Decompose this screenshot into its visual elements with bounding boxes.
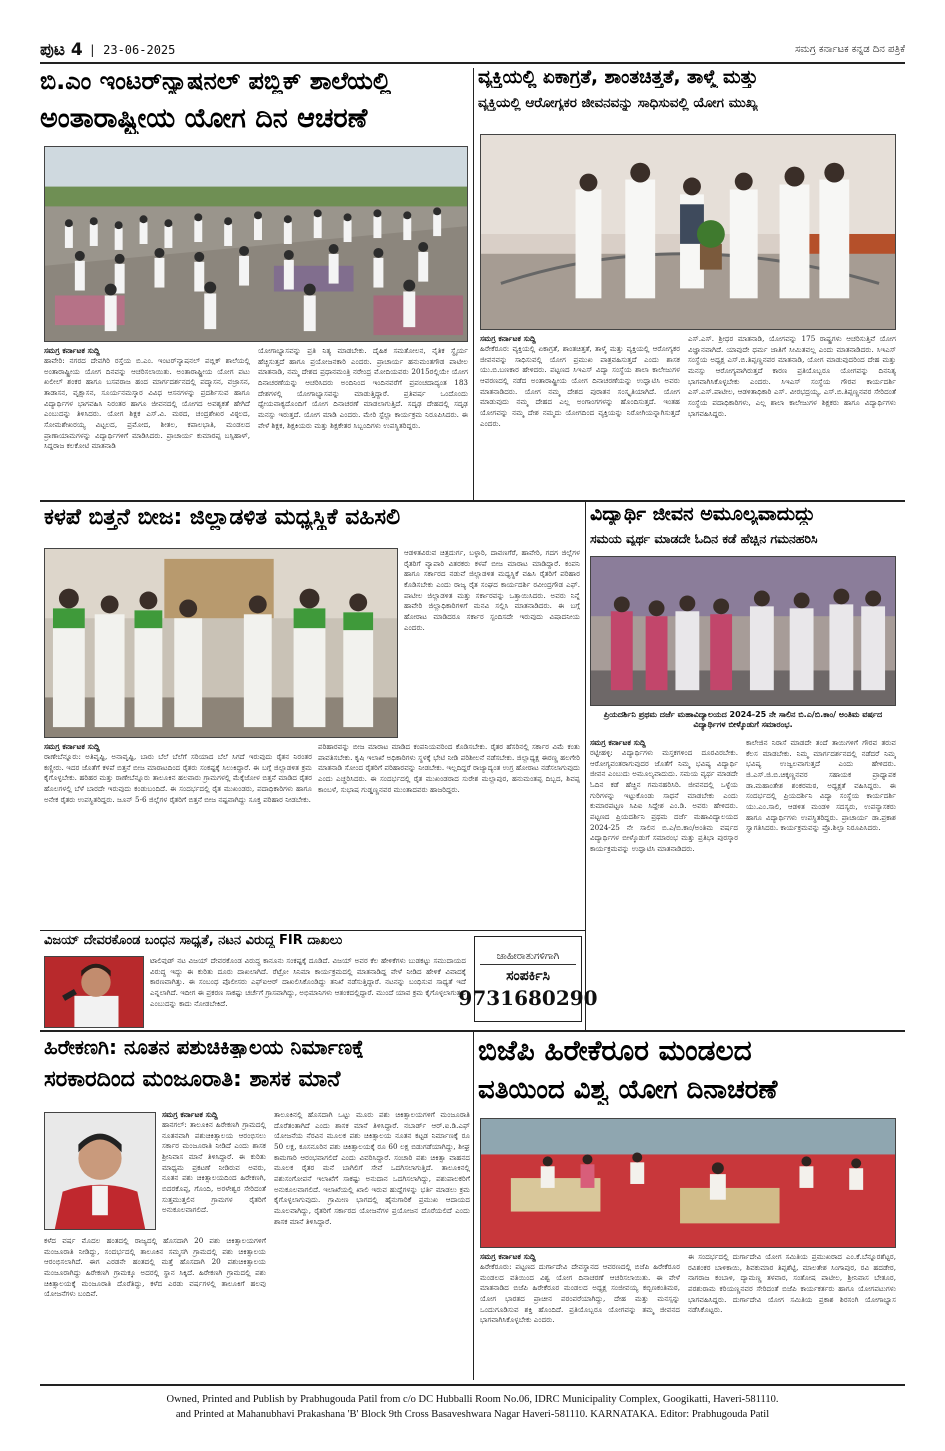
story1-column-1: ಹಾವೇರಿ: ನಗರದ ದೇವಗಿರಿ ರಸ್ತೆಯ ಬಿ.ಎಂ. ಇಂಟರ್‌ನ್ಯಾಷನಲ್ ಪಬ್ಲಿಕ್ ಶಾಲೆಯಲ್ಲಿ ಅಂತಾರಾಷ್ಟ್ರೀಯ ಯೋಗ ದಿನವನ್ನು ಆಚರಿಸಲಾಯಿತು. ಅಂತಾರಾಷ್ಟ್ರೀಯ ಯೋಗ ಪಟು ಖಲೀಲ್ ಶಂಕರ ಹಾಗೂ ಬಸವರಾಜ ಹಂದ ಮಾರ್ಗದರ್ಶನದಲ್ಲಿ ಪದ್ಮಾಸನ, ವಜ್ರಾಸನ, ತಾಡಾಸನ, ವೃಕ್ಷಾಸನ, ಸೂರ್ಯನಮಸ್ಕಾರ ವಿವಿಧ ಆಸನಗಳನ್ನು ಪ್ರದರ್ಶಿಸುವ ಹಾಗೂ ವಿದ್ಯಾರ್ಥಿಗಳ ಭಾಗವಹಿಸಿ ನಿರಂತರ ಹಾಗೂ ಜೀವನದಲ್ಲಿ ಯೋಗದ ಅವಶ್ಯಕತೆ ಹೇಗಿದೆ ಎಂಬುದನ್ನು ತಿಳಿಸಿದರು. ಯೋಗ ಶಿಕ್ಷಕ ಎಸ್.ವಿ. ಮಠದ, ಚಂದ್ರಶೇಖರ ವಿಠ್ಠಲದ, ಸೋಮಶೇಖರಯ್ಯ ವಿಟ್ಟಲದ, ಪ್ರಮೋದ, ಶೀತಲ, ಕಪಾಲಭಾತಿ, ಮಂಡಲದ ಪ್ರಾಣಾಯಾಮಗಳನ್ನು ವಿದ್ಯಾರ್ಥಿಗಳಿಗೆ ಮಾಡಿಸಿದರು. ಪ್ರಾಚಾರ್ಯ ಕುಮಾರಪ್ಪ ಬಸ್ಸಿಹಾಳ್, ಸಿದ್ದರಾಜ ಕಲಕೋಟಿ ಮಾತನಾಡಿ (44, 356, 250, 451)
story6-side-column: ಹಾನಗಲ್: ತಾಲೂಕಿನ ಹಿರೇಕಣಗಿ ಗ್ರಾಮದಲ್ಲಿ ನೂತನವಾಗಿ ಪಶುಚಿಕಿತ್ಸಾಲಯ ಆರಂಭಿಸಲು ಸರ್ಕಾರ ಮಂಜೂರಾತಿ ನೀಡಿದೆ ಎಂದು ಶಾಸಕ ಶ್ರೀನಿವಾಸ ಮಾನೆ ತಿಳಿಸಿದ್ದಾರೆ. ಈ ಕುರಿತು ಮಾಧ್ಯಮ ಪ್ರಕಟಣೆ ನೀಡಿರುವ ಅವರು, ನೂತನ ಪಶು ಚಿಕಿತ್ಸಾಲಯದಿಂದ ಹಿರೇಕಣಗಿ, ಬಿದರಕೊಪ್ಪ, ಗೊಂದಿ, ಅರಳೇಶ್ವರ ಸೇರಿದಂತೆ ಸುತ್ತಮುತ್ತಲಿನ ಗ್ರಾಮಗಳ ರೈತರಿಗೆ ಅನುಕೂಲವಾಗಲಿದೆ. (162, 1120, 266, 1215)
story2-column-2: ಎಸ್.ಎಸ್. ಶ್ರೀಧರ ಮಾತನಾಡಿ, ಯೋಗವನ್ನು 175 ರಾಷ್ಟ್ರಗಳು ಆಚರಿಸುತ್ತಿವೆ ಯೋಗ ವಿಜ್ಞಾನವಾಗಿದೆ. ಯಾವುದೇ ಧರ್ಮ ಜಾತಿಗೆ ಸೀಮಿತವಲ್ಲ ಎಂದು ಮಾತನಾಡಿದರು. ಸಿಇಎಸ್ ಸಂಸ್ಥೆಯ ಅಧ್ಯಕ್ಷ ಎಸ್.ಬಿ.ತಿಪ್ಪಣ್ಣನವರ ಮಾತನಾಡಿ, ಯೋಗ ಮಾಡುವುದರಿಂದ ದೇಹ ಮತ್ತು ಮನಸ್ಸು ಆರೋಗ್ಯವಾಗಿರುತ್ತದೆ ಕಾರಣ ಪ್ರತಿಯೊಬ್ಬರೂ ಯೋಗವನ್ನು ದಿನನಿತ್ಯ ಭಾಗವಾಗಿಸಿಕೊಳ್ಳಬೇಕು ಎಂದರು. ಸಿಇಎಸ್ ಸಂಸ್ಥೆಯ ಗೌರವ ಕಾರ್ಯದರ್ಶಿ ಎಸ್.ಎಸ್.ಪಾಟೀಲ, ಆಡಳಿತಾಧಿಕಾರಿ ಎಸ್. ವೀರಭದ್ರಯ್ಯ, ಎಸ್.ಬಿ.ತಿಪ್ಪಣ್ಣನವರ ಸೇರಿದಂತೆ ಸಂಸ್ಥೆಯ ಪದಾಧಿಕಾರಿಗಳು, ಎಲ್ಲ ಶಾಲಾ ಕಾಲೇಜುಗಳ ಶಿಕ್ಷಕರು ಹಾಗೂ ವಿದ್ಯಾರ್ಥಿಗಳು ಭಾಗವಹಿಸಿದ್ದರು. (688, 334, 896, 418)
imprint-line-2: and Printed at Mahanubhavi Prakashana 'B' Block 9th Cross Basaveshwara Nagar Haveri-581110. KARNATAKA. Editor: Prabhugouda Patil (175, 1409, 770, 1421)
story6-right-column: ತಾಲೂಕಿನಲ್ಲಿ ಹೊಸದಾಗಿ ಒಟ್ಟು ಮೂರು ಪಶು ಚಿಕಿತ್ಸಾಲಯಗಳಿಗೆ ಮಂಜೂರಾತಿ ದೊರೆತಂತಾಗಿದೆ ಎಂದು ಶಾಸಕ ಮಾನೆ ತಿಳಿಸಿದ್ದಾರೆ. ನಬಾರ್ಡ್ ಆರ್.ಐ.ಡಿ.ಎಫ್ ಯೋಜನೆಯ ನೆರವಿನ ಮೂಲಕ ಪಶು ಚಿಕಿತ್ಸಾಲಯ ನೂತನ ಕಟ್ಟಡ ನಿರ್ಮಾಣಕ್ಕೆ ರೂ 50 ಲಕ್ಷ, ಕೂಸನೂರಿನ ಪಶು ಚಿಕಿತ್ಸಾಲಯಕ್ಕೆ ರೂ 60 ಲಕ್ಷ ಬಿಡುಗಡೆಯಾಗಿದ್ದು, ಶೀಘ್ರ ಕಾಮಗಾರಿ ಆರಂಭವಾಗಲಿದೆ ಎಂದು ವಿವರಿಸಿದ್ದಾರೆ. ಸಂಚಾರಿ ಪಶು ಚಿಕಿತ್ಸಾ ವಾಹನದ ಮೂಲಕ ರೈತರ ಮನೆ ಬಾಗಿಲಿಗೆ ಸೇವೆ ಒದಗಿಸಲಾಗುತ್ತಿದೆ. ತಾಲೂಕಿನಲ್ಲಿ ಪಶುಸಂಗೋಪನೆ ಇಲಾಖೆಗೆ ಸಾಕಷ್ಟು ಅನುದಾನ ಒದಗಿಸಲಾಗಿದ್ದು, ಪಶುಪಾಲಕರಿಗೆ ಅನುಕೂಲವಾಗಲಿದೆ. ಇಲಾಖೆಯಲ್ಲಿ ಖಾಲಿ ಇರುವ ಹುದ್ದೆಗಳನ್ನು ಭರ್ತಿ ಮಾಡಲು ಕ್ರಮ ಕೈಗೊಳ್ಳಲಾಗುವುದು. ಗ್ರಾಮೀಣ ಭಾಗದಲ್ಲಿ ಹೈನುಗಾರಿಕೆ ಪ್ರಮುಖ ಆದಾಯದ ಮೂಲವಾಗಿದ್ದು, ರೈತರಿಗೆ ಸರ್ಕಾರದ ಯೋಜನೆಗಳ ಪ್ರಯೋಜನ ದೊರೆಯಲಿದೆ ಎಂದು ಶಾಸಕ ಮಾನೆ ತಿಳಿಸಿದ್ದಾರೆ. (274, 1110, 470, 1226)
story2-headline-2: ವ್ಯಕ್ತಿಯಲ್ಲಿ ಆರೋಗ್ಯಕರ ಜೀವನವನ್ನು ಸಾಧಿಸುವಲ್ಲಿ ಯೋಗ ಮುಖ್ಯ (478, 96, 758, 111)
imprint-line-1: Owned, Printed and Publish by Prabhugouda Patil from c/o DC Hubballi Room No.06, IDRC Municipality Complex, Googikatti, Haveri-581110. (166, 1394, 779, 1405)
story4-column-1: ರಟ್ಟೀಹಳ್ಳಿ: ವಿದ್ಯಾರ್ಥಿಗಳು ಮಸ್ತಕಗಳಿಂದ ದೂರವಿರಬೇಕು. ಆರೋಗ್ಯವಂತರಾಗುವುದರ ಜೊತೆಗೆ ನಿಮ್ಮ ಭವಿಷ್ಯ ವಿದ್ಯಾರ್ಥಿ ಜೀವನ ಎಂಬುದು ಅಮೂಲ್ಯವಾದುದು. ಸಮಯ ವ್ಯರ್ಥ ಮಾಡದೇ ಓದಿನ ಕಡೆ ಹೆಚ್ಚಿನ ಗಮನಹರಿಸಿರಿ. ಜೀವನದಲ್ಲಿ ಒಳ್ಳೆಯ ಗುರಿಗಳನ್ನು ಇಟ್ಟುಕೊಂಡು ಸಾಧನೆ ಮಾಡಬೇಕು ಎಂದು ಕುಮಾರಪಟ್ಟಣ ಸಿಪಿಐ ಸಿದ್ದೇಶ ಎಂ.ಡಿ. ಅವರು ಹೇಳಿದರು. ಪಟ್ಟಣದ ಪ್ರಿಯದರ್ಶಿನಿ ಪ್ರಥಮ ದರ್ಜೆ ಮಹಾವಿದ್ಯಾಲಯದ 2024-25 ನೇ ಸಾಲಿನ ಬಿ.ಎ/ಬಿ.ಕಾಂ/ಅಂತಿಮ ವರ್ಷದ ವಿದ್ಯಾರ್ಥಿಗಳ ಬೀಳ್ಕೊಡುಗೆ ಸಮಾರಂಭ ಮತ್ತು ಪ್ರತಿಭಾ ಪುರಸ್ಕಾರ ಕಾರ್ಯಕ್ರಮವನ್ನು ಉದ್ಘಾಟಿಸಿ ಮಾತನಾಡಿದರು. (590, 748, 738, 853)
story3-headline: ಕಳಪೆ ಬಿತ್ತನೆ ಬೀಜ: ಜಿಲ್ಲಾಡಳಿತ ಮಧ್ಯಸ್ಥಿಕೆ ವಹಿಸಲಿ (44, 506, 401, 530)
story6-lower-column: ಕಳೆದ ವರ್ಷ ಮೊದಲ ಹಂತದಲ್ಲಿ ರಾಜ್ಯದಲ್ಲಿ ಹೊಸದಾಗಿ 20 ಪಶು ಚಿಕಿತ್ಸಾಲಯಗಳಿಗೆ ಮಂಜೂರಾತಿ ನೀಡಿದ್ದು, ಸಂದರ್ಭದಲ್ಲಿ ತಾಲೂಕಿನ ಸಮ್ಮಸಗಿ ಗ್ರಾಮದಲ್ಲಿ ಪಶು ಚಿಕಿತ್ಸಾಲಯ ಆರಂಭಿಸಲಾಗಿದೆ. ಈಗ ಎರಡನೇ ಹಂತದಲ್ಲಿ ಮತ್ತೆ ಹೊಸದಾಗಿ 20 ಪಶುಚಿಕಿತ್ಸಾಲಯ ಮಂಜೂರಾಗಿದ್ದು ಹಿರೇಕಣಗಿ ಗ್ರಾಮಕ್ಕೂ ಅದರಲ್ಲಿ ಸ್ಥಾನ ಸಿಕ್ಕಿದೆ. ಹಿರೇಕಣಗಿ ಗ್ರಾಮದಲ್ಲಿ ಪಶು ಚಿಕಿತ್ಸಾಲಯಕ್ಕೆ ಮಂಜೂರಾತಿ ದೊರೆತಿದ್ದು, ಕಳೆದ ಎರಡು ವರ್ಷಗಳಲ್ಲಿ ತಾಲೂಕಿಗೆ ಹಲವು ಯೋಜನೆಗಳು ಬಂದಿವೆ. (44, 1236, 266, 1299)
story3-column-1: ರಾಣೇಬೆನ್ನೂರು: ಅತಿವೃಷ್ಟಿ, ಅನಾವೃಷ್ಟಿ, ಬಾರು ಬೆಲೆ ಬೆಲೆಗೆ ಸರಿಯಾದ ಬೆಲೆ ಸಿಗದೆ ಇರುವುದು ರೈತನ ನಿರಂತರ ಕಣ್ಣೀರು. ಇದರ ಜೊತೆಗೆ ಕಳಪೆ ಬಿತ್ತನೆ ಬೀಜ ಮಾರಾಟದಿಂದ ರೈತರು ಸಂಕಷ್ಟಕ್ಕೆ ಸಿಲುಕಿದ್ದಾರೆ. ಈ ಬಗ್ಗೆ ಜಿಲ್ಲಾಡಳಿತ ಕ್ರಮ ಕೈಗೊಳ್ಳಬೇಕು. ಹರಿಹರ ಮತ್ತು ರಾಣೇಬೆನ್ನೂರು ತಾಲೂಕಿನ ಹಲವಾರು ಗ್ರಾಮಗಳಲ್ಲಿ ಮೆಕ್ಕೆಜೋಳ ಬಿತ್ತನೆ ಮಾಡಿದ ರೈತರ ಹೊಲಗಳಲ್ಲಿ ಬೆಳೆ ಬಾರದೇ ಇರುವುದು ಕಂಡುಬಂದಿದೆ. ಈ ಸಂದರ್ಭದಲ್ಲಿ ರೈತ ಮುಖಂಡರು, ಪದಾಧಿಕಾರಿಗಳು ಹಾಗೂ ಅನೇಕ ರೈತರು ಉಪಸ್ಥಿತರಿದ್ದರು. ಜೂನ್ 5-6 ಜಿಲ್ಲೆಗಳ ರೈತರಿಗೆ ಬಿತ್ತನೆ ಬೀಜ ನಷ್ಟವಾಗಿದ್ದು ಸೂಕ್ತ ಪರಿಹಾರ ನೀಡಬೇಕು. (44, 752, 312, 804)
story2-column-1: ಹಿರೇಕೆರೂರ: ವ್ಯಕ್ತಿಯಲ್ಲಿ ಏಕಾಗ್ರತೆ, ಶಾಂತಚಿತ್ತತೆ, ತಾಳ್ಮೆ ಮತ್ತು ವ್ಯಕ್ತಿಯಲ್ಲಿ ಆರೋಗ್ಯಕರ ಜೀವನವನ್ನು ಸಾಧಿಸುವಲ್ಲಿ ಯೋಗ ಪ್ರಮುಖ ಪಾತ್ರವಹಿಸುತ್ತದೆ ಎಂದು ಶಾಸಕ ಯು.ಬಿ.ಬಣಕಾರ ಹೇಳಿದರು. ಪಟ್ಟಣದ ಸಿಇಎಸ್ ವಿದ್ಯಾ ಸಂಸ್ಥೆಯ ಶಾಲಾ ಕಾಲೇಜುಗಳ ಆವರಣದಲ್ಲಿ ನಡೆದ ಅಂತಾರಾಷ್ಟ್ರೀಯ ಯೋಗ ದಿನಾಚರಣೆಯನ್ನು ಉದ್ಘಾಟಿಸಿ ಅವರು ಮಾತನಾಡಿದರು. ಯೋಗ ನಮ್ಮ ದೇಶದ ಪುರಾತನ ಸಂಸ್ಕೃತಿಯಾಗಿದೆ. ಯೋಗ ಮಾಡುವುದು ನಮ್ಮ ದೇಹದ ಎಲ್ಲ ಅಂಗಾಂಗಗಳನ್ನು ಹೊಂದಿಸುತ್ತದೆ. ಇಂತಹ ಯೋಗವನ್ನು ನಮ್ಮ ದೇಶ ನಮ್ಮದು ಯೋಗದಿಂದ ವ್ಯಕ್ತಿಯನ್ನು ನಿರೋಗಿಯನ್ನಾಗಿಸುತ್ತದೆ ಎಂದರು. (480, 344, 680, 428)
story3-column-2: ಪರಿಹಾರವನ್ನು ಬೀಜ ಮಾರಾಟ ಮಾಡಿದ ಕಂಪನಿಯವರಿಂದ ಕೊಡಿಸಬೇಕು. ರೈತರ ಹೆಸರಿನಲ್ಲಿ ಸರ್ಕಾರ ವಿಮೆ ಕಂತು ಪಾವತಿಸಬೇಕು. ಕೃಷಿ ಇಲಾಖೆ ಅಧಿಕಾರಿಗಳು ಸ್ಥಳಕ್ಕೆ ಭೇಟಿ ನೀಡಿ ಪರಿಶೀಲನೆ ನಡೆಸಬೇಕು. ಜಿಲ್ಲಾಧ್ಯಕ್ಷ ಈರಣ್ಣ ಹಲಗೇರಿ ಮಾತನಾಡಿ ಸೋಂದ ರೈತರಿಗೆ ಪರಿಹಾರವನ್ನು ನೀಡಬೇಕು. ಇಲ್ಲದಿದ್ದರೆ ರಾಜ್ಯಾದ್ಯಂತ ಉಗ್ರ ಹೋರಾಟ ನಡೆಸಲಾಗುವುದು ಎಂದು ಎಚ್ಚರಿಸಿದರು. ಈ ಸಂದರ್ಭದಲ್ಲಿ ರೈತ ಮುಖಂಡರಾದ ಸುರೇಶ ಮಲ್ಲಾಪುರ, ಹನುಮಂತಪ್ಪ ದಿಬ್ಬದ, ಶಿವಪ್ಪ ಕಾಂಬಳೆ, ಸುಭಾಷ ಗುಡ್ಡಣ್ಣನವರ ಮುಂತಾದವರು ಹಾಜರಿದ್ದರು. (318, 742, 580, 794)
story5-headline: ವಿಜಯ್ ದೇವರಕೊಂಡ ಬಂಧನ ಸಾಧ್ಯತೆ, ನಟನ ವಿರುದ್ಧ FIR ದಾಖಲು (44, 934, 343, 948)
masthead-rule (40, 62, 905, 64)
story1-column-2: ಯೋಗಾಭ್ಯಾಸವನ್ನು ಪ್ರತಿ ನಿತ್ಯ ಮಾಡಬೇಕು. ದೈಹಿಕ ಸಮತೋಲನ, ನೈತಿಕ ಸ್ಥೈರ್ಯ ಹೆಚ್ಚಿಸುತ್ತದೆ ಹಾಗೂ ಪ್ರಯೋಜನಕಾರಿ ಎಂದರು. ಪ್ರಾಚಾರ್ಯ ಹನುಮಂತಗೌಡ ಪಾಟೀಲ ಮಾತನಾಡಿ, ನಮ್ಮ ದೇಶದ ಪ್ರಧಾನಮಂತ್ರಿ ನರೇಂದ್ರ ಮೋದಿಯವರು 2015ರಲ್ಲಿಯೇ ಯೋಗ ದಿನಾಚರಣೆಯನ್ನು ಆಚರಿಸಿದರು ಅಂದಿನಿಂದ ಇಂದಿನವರೆಗೆ ಪ್ರಪಂಚದಾದ್ಯಂತ 183 ದೇಶಗಳಲ್ಲಿ ಯೋಗಾಭ್ಯಾಸವನ್ನು ಮಾಡುತ್ತಿದ್ದಾರೆ. ಪ್ರತಿವರ್ಷ ಒಂದೊಂದು ಧ್ಯೇಯವಾಕ್ಯದೊಂದಿಗೆ ಯೋಗ ದಿನಾಚರಣೆ ಮಾಡಲಾಗುತ್ತಿದೆ. ಸದೃಢ ದೇಹದಲ್ಲಿ ಸದೃಢ ಮನಸ್ಸು ಇರುತ್ತದೆ. ಯೋಗ ಮಾಡಿ ಎಂದರು. ಮೇರಿ ಸ್ಟೆಲ್ಲಾ ಕಾರ್ಯಕ್ರಮ ನಿರೂಪಿಸಿದರು. ಈ ವೇಳೆ ಶಿಕ್ಷಕ, ಶಿಕ್ಷಕಿಯರು ಮತ್ತು ಶಿಕ್ಷಕೇತರ ಸಿಬ್ಬಂದಿಗಳು ಉಪಸ್ಥಿತರಿದ್ದರು. (258, 346, 468, 430)
story1-headline-2: ಅಂತಾರಾಷ್ಟ್ರೀಯ ಯೋಗ ದಿನ ಆಚರಣೆ (40, 104, 368, 134)
advert-phone: 9731680290 (458, 985, 598, 1010)
column-divider (473, 68, 474, 500)
story1-byline: ಸಮಗ್ರ ಕರ್ನಾಟಕ ಸುದ್ದಿ (44, 346, 100, 355)
story4-column-2: ಕಾಲೇಜಿನ ನಿರಾಸೆ ಮಾಡದೇ ತಂದೆ ತಾಯಿಗಳಿಗೆ ಗೌರವ ತರುವ ಕೆಲಸ ಮಾಡಬೇಕು. ನಿಮ್ಮ ಮಾರ್ಗದರ್ಶನದಲ್ಲಿ ನಡೆದರೆ ನಿಮ್ಮ ಭವಿಷ್ಯ ಉಜ್ವಲವಾಗುತ್ತದೆ ಎಂದು ಹೇಳಿದರು. ಜಿ.ಎಸ್.ಜಿ.ಬಿ.ಚಿಕ್ಕಣ್ಣನವರ ಸಹಾಯಕ ಪ್ರಾಧ್ಯಾಪಕ ಡಾ.ಮಹಾಂತೇಶ ಶಂಕರಮಠ, ಅಧ್ಯಕ್ಷತೆ ವಹಿಸಿದ್ದರು. ಈ ಸಂದರ್ಭದಲ್ಲಿ ಪ್ರಿಯದರ್ಶಿನಿ ವಿದ್ಯಾ ಸಂಸ್ಥೆಯ ಕಾರ್ಯದರ್ಶಿ ಯು.ಎಂ.ಸಾಲಿ, ಆಡಳಿತ ಮಂಡಳಿ ಸದಸ್ಯರು, ಉಪನ್ಯಾಸಕರು ಹಾಗೂ ವಿದ್ಯಾರ್ಥಿಗಳು ಉಪಸ್ಥಿತರಿದ್ದರು. ಪ್ರಾಚಾರ್ಯ ಡಾ.ಪ್ರಕಾಶ ಸ್ವಾಗತಿಸಿದರು. ಕಾರ್ಯಕ್ರಮವನ್ನು ಪ್ರೊ.ಶಿಲ್ಪಾ ನಿರೂಪಿಸಿದರು. (746, 738, 896, 833)
story7-headline-2: ವತಿಯಿಂದ ವಿಶ್ವ ಯೋಗ ದಿನಾಚರಣೆ (478, 1076, 778, 1105)
story3-byline: ಸಮಗ್ರ ಕರ್ನಾಟಕ ಸುದ್ದಿ (44, 742, 100, 751)
story4-byline: ಸಮಗ್ರ ಕರ್ನಾಟಕ ಸುದ್ದಿ (590, 738, 646, 747)
column-divider-2 (585, 500, 586, 1030)
story7-column-2: ಈ ಸಂದರ್ಭದಲ್ಲಿ ದುರ್ಗಾದೇವಿ ಯೋಗ ಸಮಿತಿಯ ಪ್ರಮುಖರಾದ ಎಂ.ಕೆ.ಬೆನ್ನೂರಶೆಟ್ಟರ, ರವಿಶಂಕರ ಬಾಳಿಕಾಯಿ, ಶಿವಕುಮಾರ ತಿಪ್ಪಶೆಟ್ಟಿ, ಮಾಲತೇಶ ಸಿಂಗಾಪುರ, ರವಿ ಹದಡೇರ, ನಾಗರಾಜ ಕಂಬಾಳಿ, ದ್ಯಾಮಣ್ಣ ತಳವಾರ, ಸಂತೋಷ ಪಾಟೀಲ, ಶ್ರೀನಿವಾಸ ಬೇತೂರ, ಪರಶುರಾಮ ಕರಿಯಣ್ಣನವರ ಸೇರಿದಂತೆ ಬಿಜೆಪಿ ಕಾರ್ಯಕರ್ತರು ಹಾಗೂ ಯೋಗಪಟುಗಳು ಭಾಗವಹಿಸಿದ್ದರು. ದುರ್ಗಾದೇವಿ ಯೋಗ ಸಮಿತಿಯ ಪ್ರಕಾಶ ಶಿರಸಂಗಿ ಯೋಗಾಭ್ಯಾಸ ನಡೆಸಿಕೊಟ್ಟರು. (688, 1252, 896, 1315)
story2-headline-1: ವ್ಯಕ್ತಿಯಲ್ಲಿ ಏಕಾಗ್ರತೆ, ಶಾಂತಚಿತ್ತತೆ, ತಾಳ್ಮೆ ಮತ್ತು (478, 68, 758, 88)
story7-column-1: ಹಿರೇಕೆರೂರು: ಪಟ್ಟಣದ ದುರ್ಗಾದೇವಿ ದೇವಸ್ಥಾನದ ಆವರಣದಲ್ಲಿ ಬಿಜೆಪಿ ಹಿರೇಕೆರೂರ ಮಂಡಲದ ವತಿಯಿಂದ ವಿಶ್ವ ಯೋಗ ದಿನಾಚರಣೆ ಆಚರಿಸಲಾಯಿತು. ಈ ವೇಳೆ ಮಾತನಾಡಿದ ಬಿಜೆಪಿ ಹಿರೇಕೆರೂರ ಮಂಡಲದ ಅಧ್ಯಕ್ಷ ಸಂಜೀವಯ್ಯ ಕಬ್ಬಿಣಕಂತಿಮಠ, ಯೋಗ ಭಾರತದ ಪ್ರಾಚೀನ ಪರಂಪರೆಯಾಗಿದ್ದು, ದೇಹ ಮತ್ತು ಮನಸ್ಸನ್ನು ಒಂದುಗೂಡಿಸುವ ಶಕ್ತಿ ಹೊಂದಿದೆ. ಪ್ರತಿಯೊಬ್ಬರೂ ಯೋಗವನ್ನು ತಮ್ಮ ಜೀವನದ ಭಾಗವಾಗಿಸಿಕೊಳ್ಳಬೇಕು ಎಂದರು. (480, 1262, 680, 1325)
paper-name: ಸಮಗ್ರ ಕರ್ನಾಟಕ ಕನ್ನಡ ದಿನ ಪತ್ರಿಕೆ (795, 44, 905, 55)
story6-headline-2: ಸರಕಾರದಿಂದ ಮಂಜೂರಾತಿ: ಶಾಸಕ ಮಾನೆ (44, 1068, 341, 1092)
story4-headline-1: ವಿದ್ಯಾರ್ಥಿ ಜೀವನ ಅಮೂಲ್ಯವಾದುದ್ದು (590, 504, 816, 525)
advert-title: ಜಾಹೀರಾತುಗಳಿಗಾಗಿ (480, 949, 575, 965)
story6-headline-1: ಹಿರೇಕಣಗಿ: ನೂತನ ಪಶುಚಿಕಿತ್ಸಾಲಯ ನಿರ್ಮಾಣಕ್ಕೆ (44, 1036, 364, 1058)
story3-side-text: ಆಡಳಿತವಿರುವ ಚಿತ್ರದುರ್ಗ, ಬಳ್ಳಾರಿ, ದಾವಣಗೆರೆ, ಹಾವೇರಿ, ಗದಗ ಜಿಲ್ಲೆಗಳ ರೈತರಿಗೆ ವ್ಯಾಪಾರಿ ವಿತರಕರು ಕಳಪೆ ಬೀಜ ಮಾರಾಟ ಮಾಡಿದ್ದಾರೆ. ಕಂಪನಿ ಹಾಗೂ ಸರ್ಕಾರದ ನಡುವೆ ಜಿಲ್ಲಾಡಳಿತ ಮಧ್ಯಸ್ಥಿಕೆ ವಹಿಸಿ ರೈತರಿಗೆ ಪರಿಹಾರ ಕೊಡಿಸಬೇಕು ಎಂದು ರಾಜ್ಯ ರೈತ ಸಂಘದ ಕಾರ್ಯದರ್ಶಿ ರವೀಂದ್ರಗೌಡ ಎಫ್. ಪಾಟೀಲ ಜಿಲ್ಲಾಡಳಿತ ಮತ್ತು ಸರ್ಕಾರವನ್ನು ಒತ್ತಾಯಿಸಿದರು. ಅವರು ನಿನ್ನೆ ಹಾವೇರಿ ಜಿಲ್ಲಾಧಿಕಾರಿಗಳಿಗೆ ಮನವಿ ಸಲ್ಲಿಸಿ ಮಾತನಾಡಿದರು. ಈ ಬಗ್ಗೆ ಹೋರಾಟ ಮಾಡಿದರೂ ಸರ್ಕಾರ ಸ್ಪಂದಿಸದೇ ಇರುವುದು ವಿಷಾದನೀಯ ಎಂದರು. (404, 548, 580, 632)
story2-byline: ಸಮಗ್ರ ಕರ್ನಾಟಕ ಸುದ್ದಿ (480, 334, 536, 343)
yoga-inauguration-photo (480, 134, 896, 330)
actor-photo (44, 956, 144, 1028)
mla-portrait-photo (44, 1112, 156, 1230)
advert-contact-label: ಸಂಪರ್ಕಿಸಿ (506, 967, 550, 984)
page-number: ಪುಟ 4 (40, 40, 83, 60)
section-rule (40, 500, 905, 502)
story5-rule (40, 930, 585, 931)
college-farewell-photo (590, 556, 896, 706)
story6-byline: ಸಮಗ್ರ ಕರ್ನಾಟಕ ಸುದ್ದಿ (162, 1110, 218, 1119)
story7-byline: ಸಮಗ್ರ ಕರ್ನಾಟಕ ಸುದ್ದಿ (480, 1252, 536, 1261)
story4-caption: ಪ್ರಿಯದರ್ಶಿನಿ ಪ್ರಥಮ ದರ್ಜೆ ಮಹಾವಿದ್ಯಾಲಯದ 2024-25 ನೇ ಸಾಲಿನ ಬಿ.ಎ/ಬಿ.ಕಾಂ/ ಅಂತಿಮ ವರ್ಷದ ವಿದ್ಯಾರ್ಥಿಗಳ ಬೀಳ್ಕೊಡುಗೆ ಸಮಾರಂಭ. (603, 710, 883, 729)
imprint-footer (40, 1392, 905, 1422)
bjp-yoga-day-photo (480, 1118, 896, 1248)
story1-headline-1: ಬಿ.ಎಂ ಇಂಟರ್‌ನ್ಯಾಷನಲ್ ಪಬ್ಲಿಕ್ ಶಾಲೆಯಲ್ಲಿ (40, 68, 392, 95)
story7-headline-1: ಬಿಜೆಪಿ ಹಿರೇಕೆರೂರ ಮಂಡಲದ (478, 1036, 752, 1067)
issue-date: | 23-06-2025 (88, 43, 176, 57)
yoga-students-photo (44, 146, 468, 342)
footer-rule (40, 1384, 905, 1386)
column-divider-3 (473, 1030, 474, 1380)
advert-box (458, 936, 598, 1022)
masthead (40, 40, 175, 60)
farmers-memorandum-photo (44, 548, 398, 738)
story5-body: ಟಾಲಿವುಡ್‌ ನಟ ವಿಜಯ್ ದೇವರಕೊಂಡ ವಿರುದ್ಧ ಕಾನೂನು ಸಂಕಷ್ಟಕ್ಕೆ ದೂಡಿದೆ. ವಿಜಯ್ ಅವರ ಕೆಲ ಹೇಳಿಕೆಗಳು ಬುಡಕಟ್ಟು ಸಮುದಾಯದ ವಿರುದ್ಧ ಇದ್ದು ಈ ಕುರಿತು ದೂರು ದಾಖಲಾಗಿದೆ. ರೆಟ್ರೋ ಸಿನಿಮಾ ಕಾರ್ಯಕ್ರಮದಲ್ಲಿ ಮಾತನಾಡಿದ್ದ ವೇಳೆ ನೀಡಿದ ಹೇಳಿಕೆ ವಿವಾದಕ್ಕೆ ಕಾರಣವಾಗಿತ್ತು. ಈ ಸಂಬಂಧ ಪೊಲೀಸರು ಎಫ್‌ಐಆರ್ ದಾಖಲಿಸಿಕೊಂಡಿದ್ದು ತನಿಖೆ ನಡೆಸುತ್ತಿದ್ದಾರೆ. ನಟನನ್ನು ಬಂಧಿಸುವ ಸಾಧ್ಯತೆ ಇದೆ ಎನ್ನಲಾಗಿದೆ. ಇದೀಗ ಈ ಪ್ರಕರಣ ಸಾಕಷ್ಟು ಚರ್ಚೆಗೆ ಗ್ರಾಸವಾಗಿದ್ದು, ಅಭಿಮಾನಿಗಳು ಆತಂಕದಲ್ಲಿದ್ದಾರೆ. ಮುಂದೆ ಯಾವ ಕ್ರಮ ಕೈಗೊಳ್ಳಲಾಗುತ್ತದೆ ಎಂಬುದನ್ನು ಕಾದು ನೋಡಬೇಕಿದೆ. (150, 956, 466, 1008)
story4-headline-2: ಸಮಯ ವ್ಯರ್ಥ ಮಾಡದೇ ಓದಿನ ಕಡೆ ಹೆಚ್ಚಿನ ಗಮನಹರಿಸಿ (590, 532, 818, 546)
